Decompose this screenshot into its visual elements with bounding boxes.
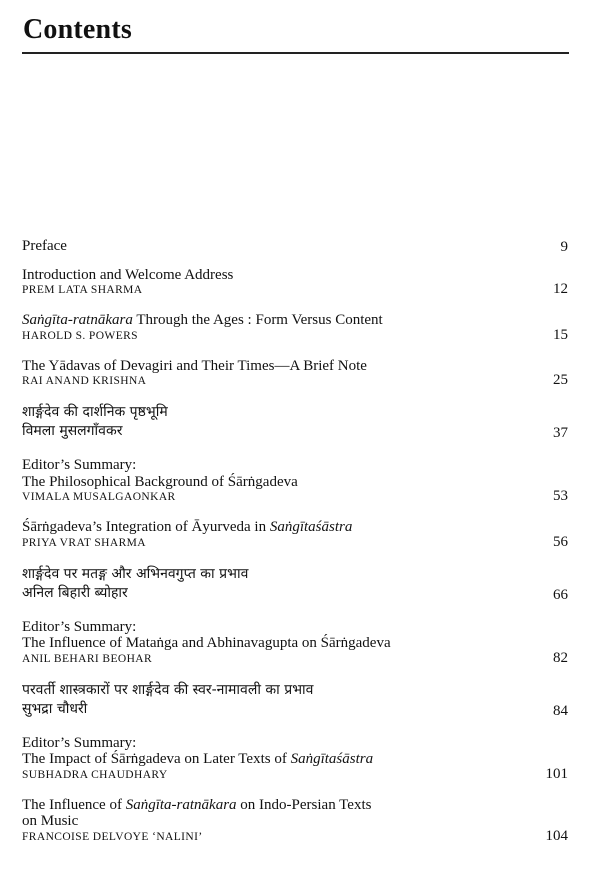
entry-title-line (22, 813, 568, 830)
entry-title-line (22, 797, 568, 814)
entry-title-line (22, 519, 568, 536)
entry-title-line (22, 403, 568, 422)
entry-page-number: 101 (545, 765, 568, 782)
title-segment: अनिल बिहारी ब्योहार (22, 584, 128, 601)
entry-title-line (22, 267, 568, 284)
italic-title-segment: Saṅgītaśāstra (290, 751, 374, 767)
title-segment: विमला मुसलगाँवकर (22, 423, 123, 439)
entry-title-line (22, 735, 568, 752)
entry-title-line (22, 751, 568, 768)
toc-entry (22, 403, 568, 441)
entry-author: PREM LATA SHARMA (22, 284, 143, 296)
title-segment: Editor’s Summary: (22, 734, 137, 751)
toc-entry (22, 735, 568, 782)
entry-title-line (22, 457, 568, 474)
title-segment: The Yādavas of Devagiri and Their Times—A Brief Note (22, 357, 367, 374)
entry-page-number: 37 (553, 425, 568, 441)
title-segment: Editor’s Summary: (22, 618, 137, 635)
toc-entry (22, 681, 568, 719)
title-segment: शार्ङ्गदेव पर मतङ्ग और अभिनवगुप्त का प्रभाव (22, 565, 249, 582)
entry-page-number: 56 (553, 533, 568, 550)
entry-title-line (22, 681, 568, 700)
entry-title-line (22, 635, 568, 652)
title-segment: Through the Ages : Form Versus Content (132, 312, 383, 328)
title-segment: परवर्ती शास्त्रकारों पर शार्ङ्गदेव की स्वर-नामावली का प्रभाव (22, 681, 314, 698)
toc-entry (22, 565, 568, 603)
title-segment: The Philosophical Background of Śārṅgadeva (22, 473, 298, 490)
entry-author: PRIYA VRAT SHARMA (22, 536, 146, 549)
italic-title-segment: Saṅgīta-ratnākara (22, 312, 133, 328)
entry-title-line (22, 422, 568, 441)
entry-author: VIMALA MUSALGAONKAR (22, 491, 176, 503)
toc-entry (22, 238, 568, 255)
entry-page-number: 82 (553, 649, 568, 666)
title-segment: सुभद्रा चौधरी (22, 700, 88, 717)
entry-title-line (22, 358, 568, 375)
table-of-contents (22, 238, 568, 844)
toc-entry (22, 519, 568, 550)
title-segment: on Music (22, 813, 79, 829)
title-segment: The Influence of Mataṅga and Abhinavagupta on Śārṅgadeva (22, 635, 391, 651)
entry-title-line (22, 474, 568, 491)
title-segment: Śārṅgadeva’s Integration of Āyurveda in (22, 519, 270, 535)
italic-title-segment: Saṅgīta-ratnākara (125, 796, 237, 813)
toc-entry (22, 457, 568, 504)
toc-entry (22, 267, 568, 298)
title-segment: Editor’s Summary: (22, 457, 137, 473)
page-title: Contents (23, 14, 132, 45)
entry-page-number: 66 (553, 586, 568, 603)
entry-title-line (22, 312, 568, 329)
entry-page-number: 9 (560, 238, 568, 255)
entry-author: HAROLD S. POWERS (22, 329, 138, 342)
title-segment: on Indo-Persian Texts (236, 796, 372, 813)
entry-page-number: 84 (553, 702, 568, 719)
title-segment: Introduction and Welcome Address (22, 266, 234, 283)
entry-page-number: 53 (553, 488, 568, 504)
entry-page-number: 12 (553, 281, 568, 297)
entry-title-line (22, 584, 568, 603)
entry-page-number: 15 (553, 326, 568, 343)
title-segment: शार्ङ्गदेव की दार्शनिक पृष्ठभूमि (22, 404, 168, 420)
toc-entry (22, 358, 568, 389)
toc-entry (22, 619, 568, 666)
entry-author: FRANCOISE DELVOYE ‘NALINI’ (22, 830, 203, 843)
entry-page-number: 104 (545, 827, 568, 844)
title-segment: The Impact of Śārṅgadeva on Later Texts of (22, 751, 291, 767)
title-segment: The Influence of (22, 796, 126, 813)
entry-title-line (22, 238, 568, 255)
italic-title-segment: Saṅgītaśāstra (269, 519, 353, 535)
entry-author: RAI ANAND KRISHNA (22, 375, 147, 387)
toc-entry (22, 312, 568, 343)
toc-entry (22, 797, 568, 844)
entry-author: ANIL BEHARI BEOHAR (22, 652, 153, 665)
entry-title-line (22, 619, 568, 636)
entry-title-line (22, 565, 568, 584)
title-segment: Preface (22, 238, 67, 254)
entry-author: SUBHADRA CHAUDHARY (22, 768, 168, 781)
title-rule (22, 52, 569, 54)
entry-title-line (22, 700, 568, 719)
entry-page-number: 25 (553, 372, 568, 388)
